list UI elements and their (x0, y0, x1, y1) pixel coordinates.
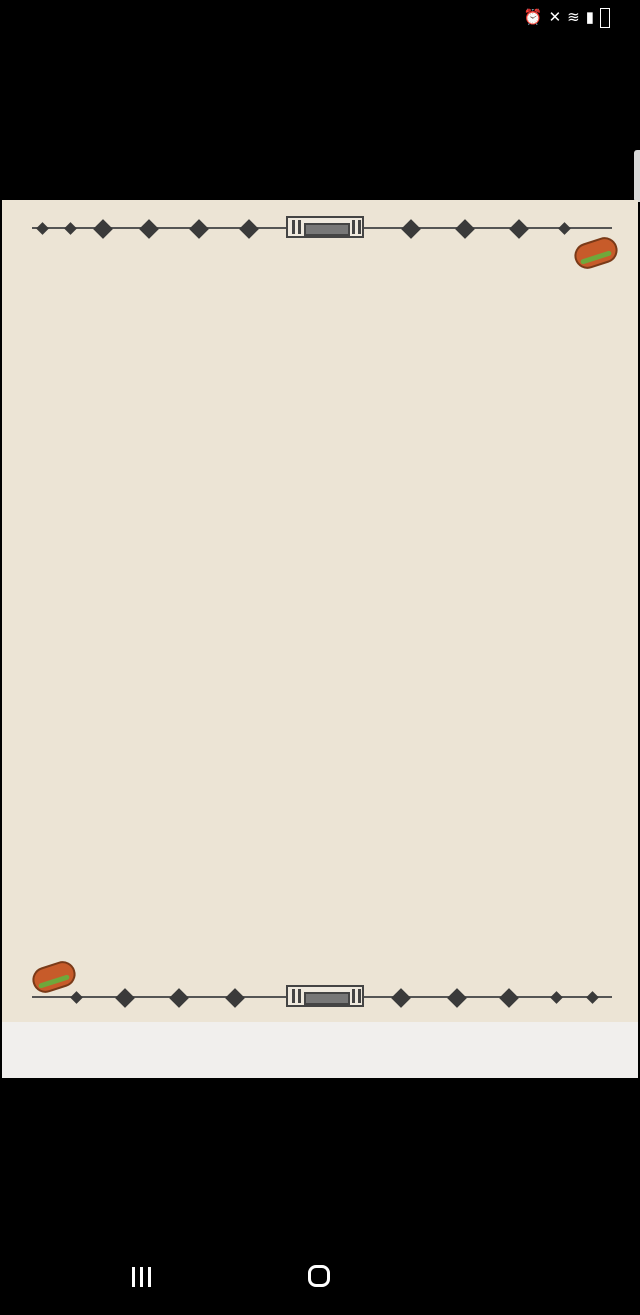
home-icon[interactable] (308, 1265, 330, 1287)
bottom-decorative-border (32, 985, 612, 1009)
status-bar (0, 0, 640, 40)
wifi-icon: ≋ (567, 9, 580, 26)
sandwich-illustration (574, 240, 618, 266)
mute-icon: ✕ (548, 9, 562, 26)
top-decorative-border (32, 216, 612, 240)
navigation-bar (0, 1240, 640, 1315)
scroll-indicator[interactable] (634, 150, 640, 202)
system-icons (524, 8, 610, 28)
menu-scan (2, 200, 638, 1022)
recents-icon[interactable] (132, 1267, 151, 1287)
menu-page-image (2, 200, 638, 1078)
battery-icon (600, 8, 610, 28)
menu-image-margin (2, 1022, 638, 1078)
signal-icon: ▮ (585, 9, 594, 26)
alarm-icon: ⏰ (523, 9, 543, 26)
